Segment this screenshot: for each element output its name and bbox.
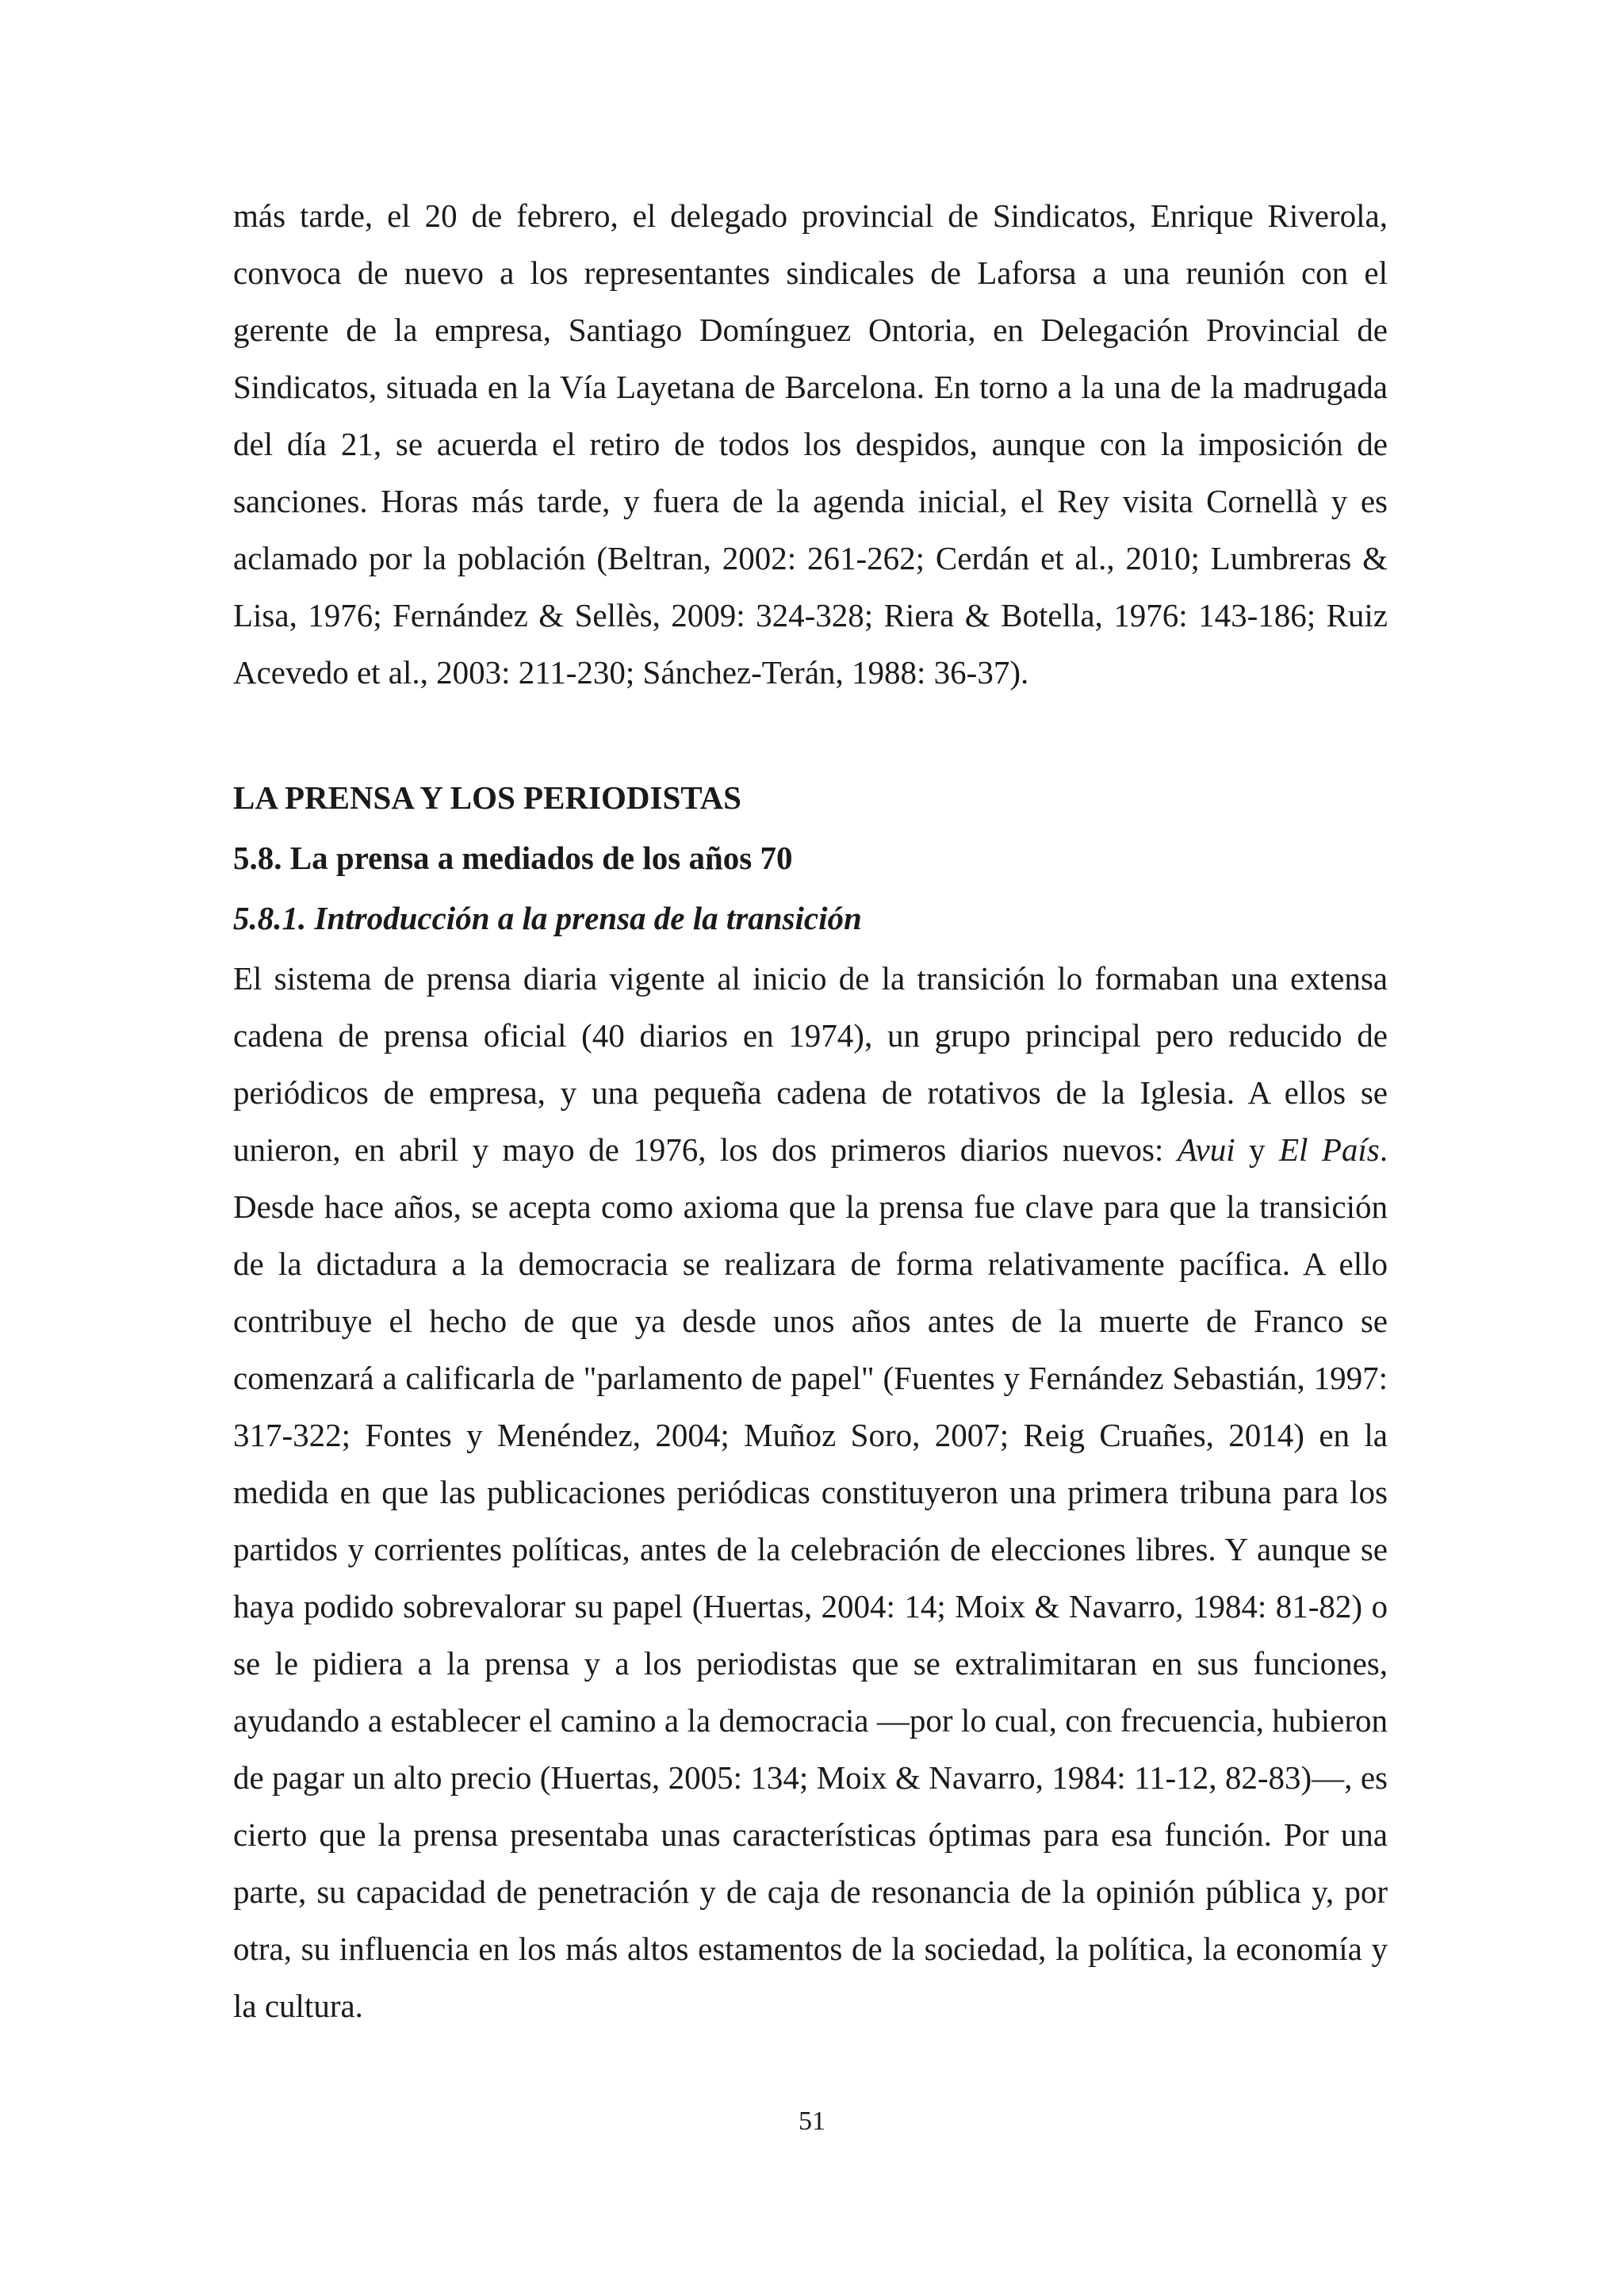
- paragraph-intro-press: [233, 950, 1388, 2034]
- page-number: 51: [799, 2107, 825, 2136]
- paragraph-continuation: más tarde, el 20 de febrero, el delegado provincial de Sindicatos, Enrique Riverola, convoca de nuevo a los representantes sindicales de Laforsa a una reunión con el gerente de la empresa, Santiago Domínguez Ontoria, en Delegación Provincial de Sindicatos, situada en la Vía Layetana de Barcelona. En torno a la una de la madrugada del día 21, se acuerda el retiro de todos los despidos, aunque con la imposición de sanciones. Horas más tarde, y fuera de la agenda inicial, el Rey visita Cornellà y es aclamado por la población (Beltran, 2002: 261-262; Cerdán et al., 2010; Lumbreras & Lisa, 1976; Fernández & Sellès, 2009: 324-328; Riera & Botella, 1976: 143-186; Ruiz Acevedo et al., 2003: 211-230; Sánchez-Terán, 1988: 36-37).: [233, 197, 1388, 691]
- newspaper-name-avui: Avui: [1177, 1131, 1235, 1168]
- subsubsection-title: 5.8.1. Introducción a la prensa de la transición: [233, 900, 862, 936]
- section-spacer: [233, 701, 1388, 769]
- section-title: LA PRENSA Y LOS PERIODISTAS: [233, 779, 741, 816]
- paragraph-text-part-b: y: [1235, 1131, 1279, 1168]
- paragraph-text-part-a: El sistema de prensa diaria vigente al inicio de la transición lo formaban una extensa cadena de prensa oficial (40 diarios en 1974), un grupo principal pero reducido de periódicos de empresa, y una pequeña cadena de rotativos de la Iglesia. A ellos se unieron, en abril y mayo de 1976, los dos primeros diarios nuevos:: [233, 960, 1388, 1168]
- page-body: [233, 187, 1388, 2034]
- subsection-title: 5.8. La prensa a mediados de los años 70: [233, 840, 793, 876]
- newspaper-name-el-pais: El País: [1279, 1131, 1380, 1168]
- paragraph-text-part-c: . Desde hace años, se acepta como axioma que la prensa fue clave para que la transición de la dictadura a la democracia se realizara de forma relativamente pacífica. A ello contribuye el hecho de que ya desde unos años antes de la muerte de Franco se comenzará a calificarla de "parlamento de papel" (Fuentes y Fernández Sebastián, 1997: 317-322; Fontes y Menéndez, 2004; Muñoz Soro, 2007; Reig Cruañes, 2014) en la medida en que las publicaciones periódicas constituyeron una primera tribuna para los partidos y corrientes políticas, antes de la celebración de elecciones libres. Y aunque se haya podido sobrevalorar su papel (Huertas, 2004: 14; Moix & Navarro, 1984: 81-82) o se le pidiera a la prensa y a los periodistas que se extralimitaran en sus funciones, ayudando a establecer el camino a la democracia —por lo cual, con frecuencia, hubieron de pagar un alto precio (Huertas, 2005: 134; Moix & Navarro, 1984: 11-12, 82-83)—, es cierto que la prensa presentaba unas características óptimas para esa función. Por una parte, su capacidad de penetración y de caja de resonancia de la opinión pública y, por otra, su influencia en los más altos estamentos de la sociedad, la política, la economía y la cultura.: [233, 1131, 1388, 2024]
